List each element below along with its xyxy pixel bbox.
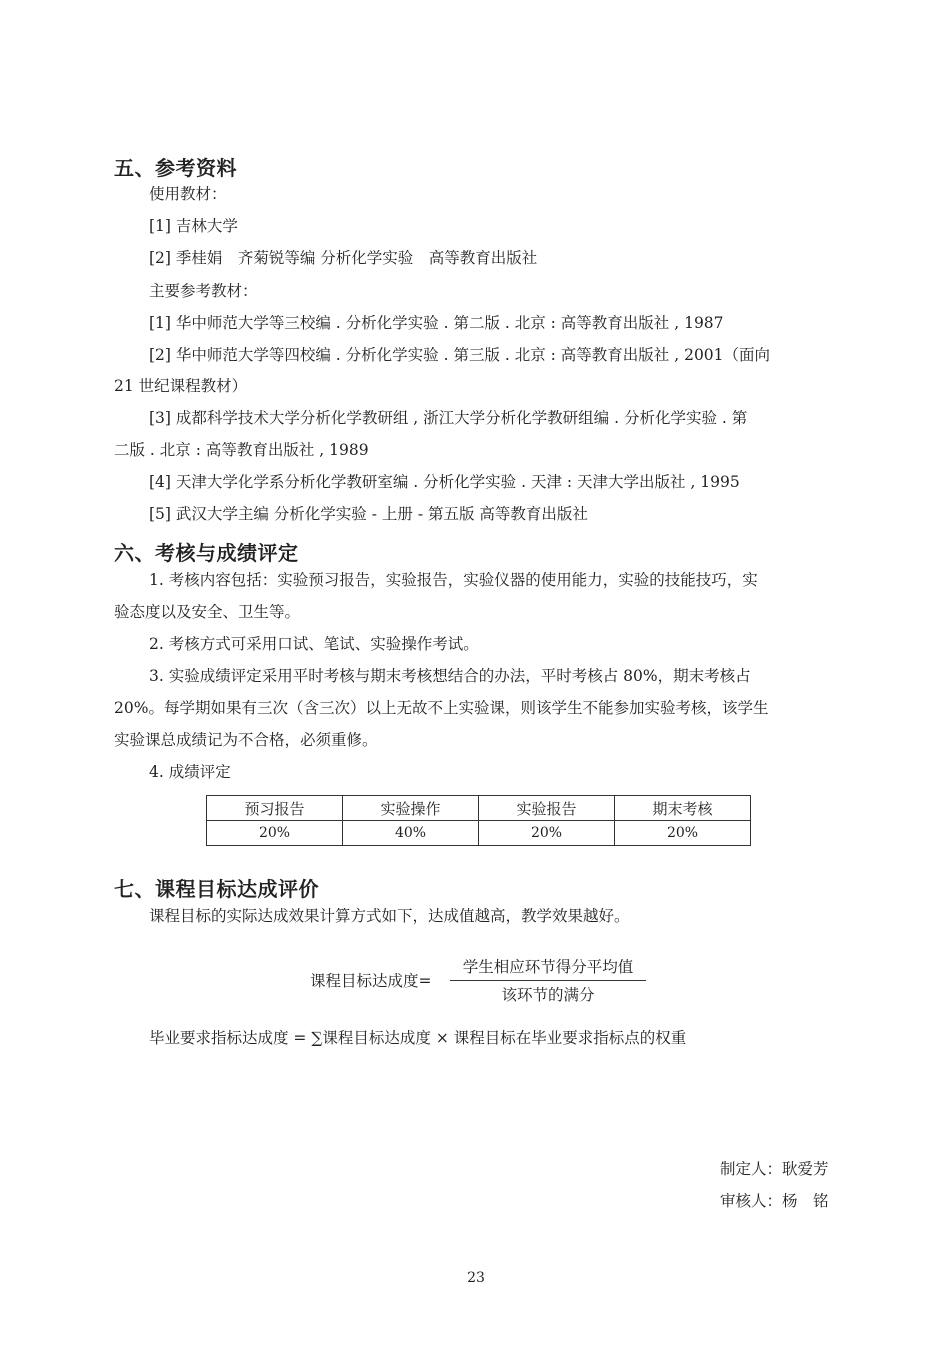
reference-item-cont: 21 世纪课程教材） bbox=[114, 377, 248, 395]
formula-fraction bbox=[450, 956, 646, 1005]
grade-table-header-cell: 期末考核 bbox=[615, 796, 751, 821]
grade-table bbox=[206, 795, 751, 846]
reference-item: [5] 武汉大学主编 分析化学实验 - 上册 - 第五版 高等教育出版社 bbox=[149, 505, 588, 523]
grade-table-header-cell: 实验报告 bbox=[479, 796, 615, 821]
grade-table-header-row bbox=[207, 796, 751, 821]
grade-table-value-cell: 20% bbox=[615, 821, 751, 846]
grade-table-value-row bbox=[207, 821, 751, 846]
paragraph: 2. 考核方式可采用口试、笔试、实验操作考试。 bbox=[149, 635, 479, 653]
section-5-heading: 五、参考资料 bbox=[114, 156, 237, 180]
textbook-label: 使用教材： bbox=[149, 185, 227, 203]
formula-lhs: 课程目标达成度= bbox=[310, 972, 432, 990]
page-number: 23 bbox=[467, 1270, 485, 1286]
reviewer-signature: 审核人：杨 铭 bbox=[720, 1192, 829, 1210]
reference-item: [3] 成都科学技术大学分析化学教研组 , 浙江大学分析化学教研组编 . 分析化学实验 . 第 bbox=[149, 409, 748, 427]
maker-signature: 制定人：耿爱芳 bbox=[720, 1160, 829, 1178]
paragraph: 3. 实验成绩评定采用平时考核与期末考核想结合的办法，平时考核占 80%，期末考核占 bbox=[149, 667, 751, 685]
section-7-heading: 七、课程目标达成评价 bbox=[114, 877, 319, 901]
reference-item: [4] 天津大学化学系分析化学教研室编 . 分析化学实验 . 天津 : 天津大学出版社 , 1995 bbox=[149, 473, 740, 491]
grade-table-header-cell: 预习报告 bbox=[207, 796, 343, 821]
paragraph: 课程目标的实际达成效果计算方式如下，达成值越高，教学效果越好。 bbox=[149, 907, 630, 925]
grade-table-value-cell: 40% bbox=[343, 821, 479, 846]
paragraph-cont: 验态度以及安全、卫生等。 bbox=[114, 603, 301, 621]
graduation-formula: 毕业要求指标达成度 = ∑课程目标达成度 × 课程目标在毕业要求指标点的权重 bbox=[149, 1029, 687, 1047]
paragraph: 1. 考核内容包括：实验预习报告，实验报告，实验仪器的使用能力，实验的技能技巧，实 bbox=[149, 571, 758, 589]
formula-denominator: 该环节的满分 bbox=[501, 986, 595, 1004]
textbook-item: [2] 季桂娟 齐菊锐等编 分析化学实验 高等教育出版社 bbox=[149, 249, 538, 267]
textbook-item: [1] 吉林大学 bbox=[149, 217, 238, 235]
grade-table-value-cell: 20% bbox=[207, 821, 343, 846]
reference-item: [1] 华中师范大学等三校编 . 分析化学实验 . 第二版 . 北京 : 高等教育出版社 , 1987 bbox=[149, 314, 724, 332]
formula-numerator: 学生相应环节得分平均值 bbox=[450, 956, 646, 981]
section-6-heading: 六、考核与成绩评定 bbox=[114, 541, 299, 565]
reference-item-cont: 二版 . 北京 : 高等教育出版社 , 1989 bbox=[114, 441, 369, 459]
paragraph-cont: 20%。每学期如果有三次（含三次）以上无故不上实验课，则该学生不能参加实验考核，该学生 bbox=[114, 699, 769, 717]
reference-label: 主要参考教材： bbox=[149, 282, 258, 300]
grade-table-header-cell: 实验操作 bbox=[343, 796, 479, 821]
paragraph-cont: 实验课总成绩记为不合格，必须重修。 bbox=[114, 731, 378, 749]
reference-item: [2] 华中师范大学等四校编 . 分析化学实验 . 第三版 . 北京 : 高等教育出版社 , 2001（面向 bbox=[149, 346, 771, 364]
paragraph: 4. 成绩评定 bbox=[149, 763, 231, 781]
grade-table-value-cell: 20% bbox=[479, 821, 615, 846]
